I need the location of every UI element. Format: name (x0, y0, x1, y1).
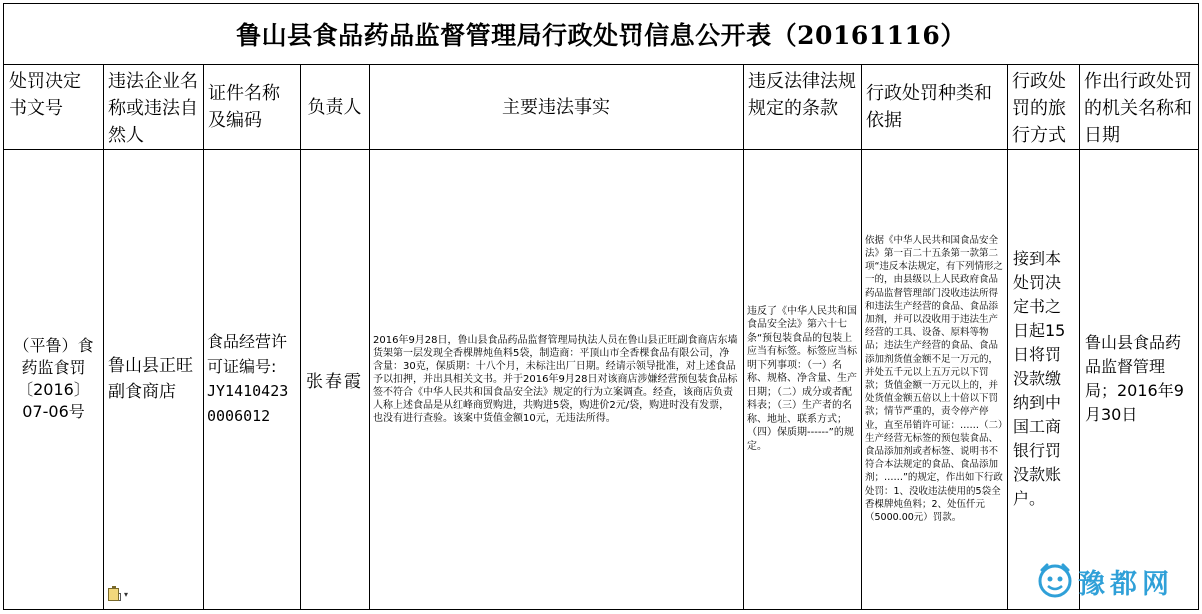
cell-org[interactable] (1080, 150, 1197, 608)
cell-facts[interactable] (370, 150, 742, 608)
table-border-bottom (3, 609, 1199, 610)
header-doc-no[interactable]: 处罚决定书文号 (9, 71, 81, 119)
license-name: 食品经营许可证编号: (207, 332, 288, 376)
cell-party[interactable] (104, 150, 202, 608)
header-exec[interactable]: 行政处罚的旅行方式 (1012, 71, 1066, 146)
table-border-top (3, 3, 1199, 4)
license-block (207, 329, 296, 429)
header-license[interactable]: 证件名称及编码 (208, 83, 280, 131)
cell-person[interactable] (301, 150, 368, 608)
chevron-down-icon: ▾ (124, 589, 129, 599)
license-number: JY14104230006012 (207, 382, 289, 425)
facts-text: 2016年9月28日，鲁山县食品药品监督管理局执法人员在鲁山县正旺副食商店东墙货架第一层发现全香棵牌炖鱼料5袋，制造商：平顶山市全香棵食品有限公司，净含量：30克，保质期：十八个月，未标注出厂日期。经请示领导批准，对上述食品予以扣押，并出具相关文书。并于2016年9月28日对该商店涉嫌经营预包装食品标签不符合《中华人民共和国食品安全法》规定的行为立案调查。经查，该商店负责人称上述食品是从红峰商贸购进，共购进5袋，购进价2元/袋，购进时没有发票，也没有进行查验。该案中货值金额10元，无违法所得。 (373, 334, 738, 424)
site-watermark (1036, 556, 1198, 606)
paste-options-icon[interactable] (108, 586, 130, 602)
table-title[interactable]: 鲁山县食品药品监督管理局行政处罚信息公开表（20161116） (236, 21, 966, 50)
party-text: 鲁山县正旺副食商店 (108, 356, 193, 402)
header-org[interactable]: 作出行政处罚的机关名称和日期 (1084, 71, 1192, 146)
org-text: 鲁山县食品药品监督管理局；2016年9月30日 (1085, 333, 1184, 424)
header-facts[interactable]: 主要违法事实 (502, 96, 610, 118)
penalty-text: 依据《中华人民共和国食品安全法》第一百二十五条第一款第二项“违反本法规定，有下列情形之一的，由县级以上人民政府食品药品监督管理部门没收违法所得和违法生产经营的食品、食品添加剂，并可以没收用于违法生产经营的工具、设备、原料等物品；违法生产经营的食品、食品添加剂货值金额不足一万元的，并处五千元以上五万元以下罚款；货值金额一万元以上的，并处货值金额五倍以上十倍以下罚款；情节严重的，责令停产停业，直至吊销许可证：……（二）生产经营无标签的预包装食品、食品添加剂或者标签、说明书不符合本法规定的食品、食品添加剂；……”的规定，作出如下行政处罚：1、没收违法使用的5袋全香棵牌炖鱼料；2、处伍仟元（5000.00元）罚款。 (865, 234, 1003, 524)
cell-penalty[interactable] (862, 150, 1006, 608)
person-text: 张春霞 (306, 371, 363, 392)
cell-doc-no[interactable] (5, 150, 102, 608)
header-person[interactable]: 负责人 (307, 96, 362, 118)
table-border-left (3, 3, 4, 610)
title-divider (3, 64, 1199, 65)
header-party[interactable]: 违法企业名称或违法自然人 (108, 71, 198, 146)
header-law[interactable]: 违反法律法规规定的条款 (748, 71, 856, 119)
cell-license[interactable] (204, 150, 299, 608)
table-border-right (1198, 3, 1199, 610)
dudu-logo-icon (1036, 561, 1074, 601)
cell-law[interactable] (744, 150, 860, 608)
law-text: 违反了《中华人民共和国食品安全法》第六十七条“预包装食品的包装上应当有标签。标签应当标明下列事项：（一）名称、规格、净含量、生产日期；（二）成分或者配料表；（三）生产者的名称、地址、联系方式；（四）保质期------”的规定。 (747, 305, 857, 452)
exec-text: 接到本处罚决定书之日起15日将罚没款缴纳到中国工商银行罚没款账户。 (1013, 249, 1066, 508)
cell-exec[interactable] (1008, 150, 1078, 608)
watermark-text: 豫都网 (1078, 568, 1174, 600)
doc-no-text: （平鲁）食药监食罚〔2016〕07-06号 (13, 336, 94, 421)
clipboard-icon (108, 588, 119, 601)
header-penalty[interactable]: 行政处罚种类和依据 (866, 83, 992, 131)
